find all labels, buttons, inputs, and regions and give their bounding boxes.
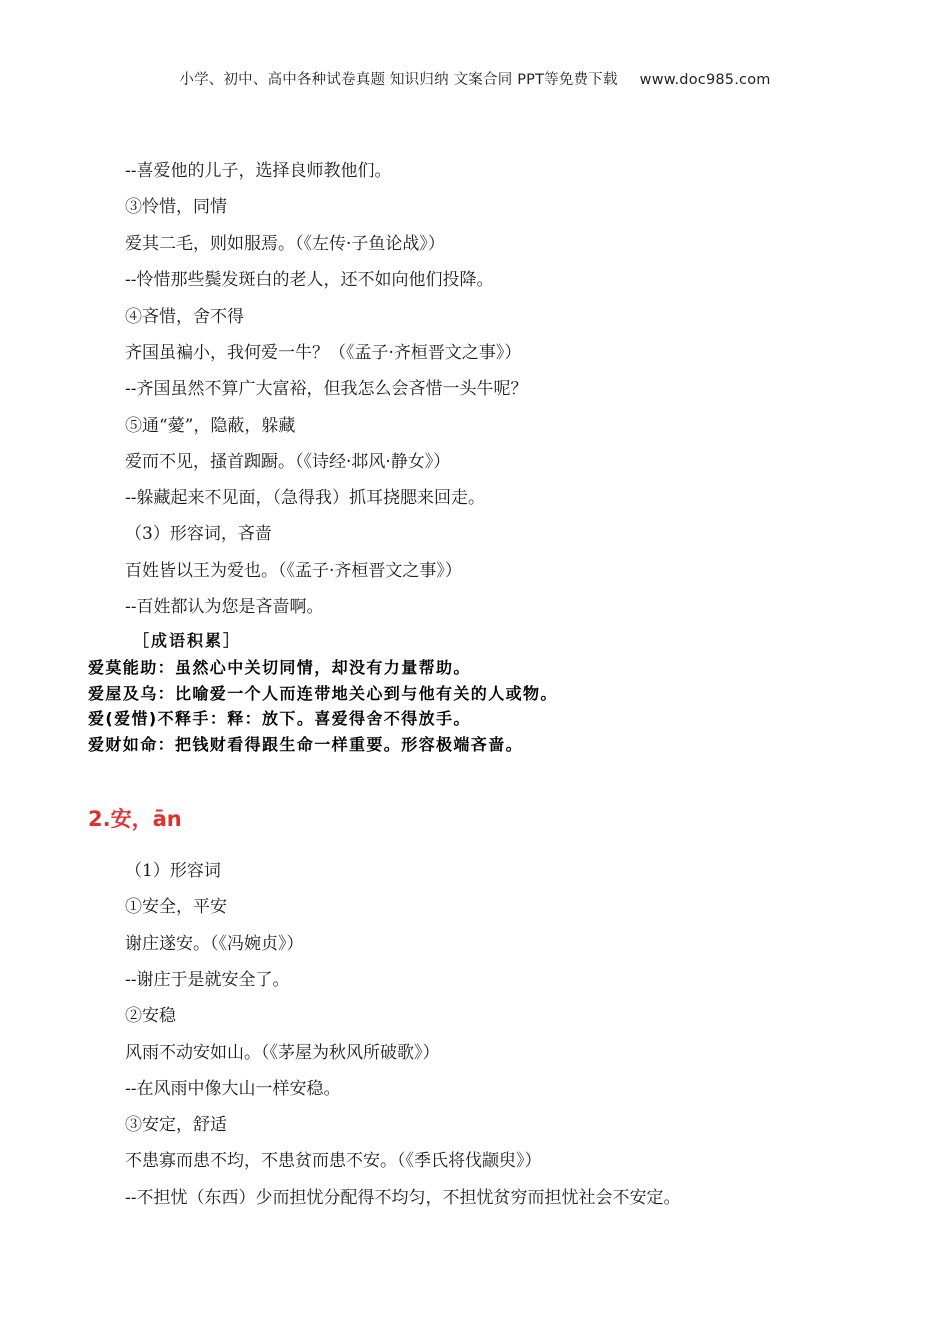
translation-line: --怜惜那些鬓发斑白的老人，还不如向他们投降。 bbox=[125, 270, 494, 290]
translation-line: --躲藏起来不见面，（急得我）抓耳挠腮来回走。 bbox=[125, 488, 485, 508]
sense-heading: ②安稳 bbox=[125, 1006, 176, 1026]
page-header bbox=[0, 68, 950, 89]
translation-line: --不担忧（东西）少而担忧分配得不均匀，不担忧贫穷而担忧社会不安定。 bbox=[125, 1188, 681, 1208]
idiom-entry: 爱财如命：把钱财看得跟生命一样重要。形容极端吝啬。 bbox=[88, 735, 524, 754]
translation-line: --在风雨中像大山一样安稳。 bbox=[125, 1079, 341, 1099]
example-quote: 不患寡而患不均，不患贫而患不安。（《季氏将伐颛臾》） bbox=[125, 1151, 542, 1171]
example-quote: 风雨不动安如山。（《茅屋为秋风所破歌》） bbox=[125, 1043, 440, 1063]
sense-heading: ③怜惜，同情 bbox=[125, 197, 227, 217]
example-quote: 百姓皆以王为爱也。（《孟子·齐桓晋文之事》） bbox=[125, 561, 462, 581]
translation-line: --齐国虽然不算广大富裕，但我怎么会吝惜一头牛呢？ bbox=[125, 379, 528, 399]
sense-heading: ③安定，舒适 bbox=[125, 1115, 227, 1135]
idiom-section-title: ［成语积累］ bbox=[133, 631, 242, 650]
sense-heading: ①安全，平安 bbox=[125, 897, 227, 917]
header-url[interactable]: www.doc985.com bbox=[639, 72, 771, 88]
sense-heading: ⑤通“薆”，隐蔽，躲藏 bbox=[125, 416, 296, 436]
translation-line: --谢庄于是就安全了。 bbox=[125, 970, 290, 990]
part-of-speech-heading: （1）形容词 bbox=[125, 861, 221, 881]
idiom-entry: 爱莫能助：虽然心中关切同情，却没有力量帮助。 bbox=[88, 658, 471, 677]
sense-heading: ④吝惜，舍不得 bbox=[125, 307, 244, 327]
idiom-entry: 爱屋及乌：比喻爱一个人而连带地关心到与他有关的人或物。 bbox=[88, 684, 558, 703]
example-quote: 谢庄遂安。（《冯婉贞》） bbox=[125, 934, 304, 954]
example-quote: 爱其二毛，则如服焉。（《左传·子鱼论战》） bbox=[125, 234, 445, 254]
header-tagline: 小学、初中、高中各种试卷真题 知识归纳 文案合同 PPT等免费下载 bbox=[179, 72, 618, 88]
example-quote: 齐国虽褊小，我何爱一牛？（《孟子·齐桓晋文之事》） bbox=[125, 343, 522, 363]
text-line: --喜爱他的儿子，选择良师教他们。 bbox=[125, 161, 392, 181]
part-of-speech-heading: （3）形容词，吝啬 bbox=[125, 524, 272, 544]
idiom-entry: 爱(爱惜)不释手：释：放下。喜爱得舍不得放手。 bbox=[88, 709, 471, 728]
example-quote: 爱而不见，搔首踟蹰。（《诗经·邶风·静女》） bbox=[125, 452, 451, 472]
section-heading: 2.安，ān bbox=[88, 807, 182, 831]
translation-line: --百姓都认为您是吝啬啊。 bbox=[125, 597, 324, 617]
